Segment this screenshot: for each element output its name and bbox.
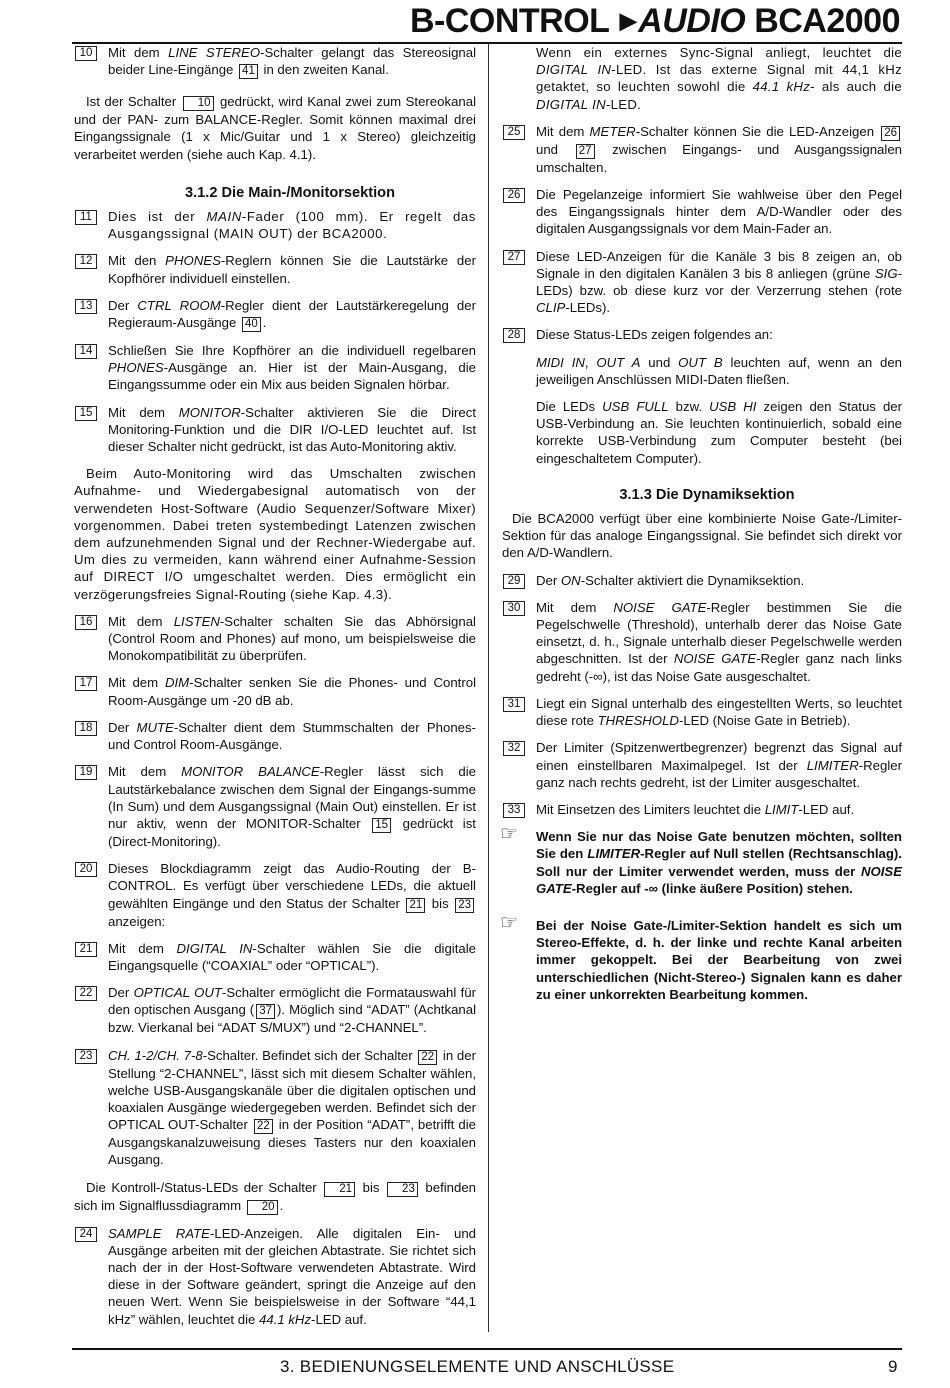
item-number: 22 — [75, 986, 97, 1001]
play-arrow-icon: ▶ — [619, 8, 637, 33]
reference-number: 21 — [406, 898, 425, 913]
item-number: 32 — [503, 741, 525, 756]
reference-number: 22 — [418, 1050, 437, 1065]
item-number: 23 — [75, 1049, 97, 1064]
paragraph: MIDI IN, OUT A und OUT B leuchten auf, wenn an den jeweiligen Anschlüssen MIDI-Daten fließen. — [536, 354, 903, 387]
reference-number: 27 — [576, 144, 595, 159]
item-number: 26 — [503, 188, 525, 203]
list-item: 14 Schließen Sie Ihre Kopfhörer an die individuell regelbaren PHONES-Ausgänge an. Hier ist der Main-Ausgang, die Eingangssumme oder ein Mix aus beiden Signalen hörbar. — [74, 342, 476, 394]
list-item: 10 Mit dem LINE STEREO-Schalter gelangt das Stereosignal beider Line-Eingänge 41 in den zweiten Kanal. — [74, 44, 476, 79]
list-item: 32 Der Limiter (Spitzenwertbegrenzer) begrenzt das Signal auf einen einstellbaren Maximalpegel. Ist der LIMITER-Regler ganz nach rechts gedreht, ist der Limiter ausgeschaltet. — [502, 739, 902, 791]
paragraph: Ist der Schalter 10 gedrückt, wird Kanal zwei zum Stereokanal und der PAN- zum BALANCE-Regler. Somit können maximal drei Eingangssignale (1 x Mic/Guitar und 1 x Stereo) gleichzeitig verarbeitet werden (siehe auch Kap. 4.1). — [74, 94, 476, 162]
item-number: 24 — [75, 1227, 97, 1242]
footer-rule — [72, 1348, 902, 1350]
reference-number: 37 — [256, 1004, 275, 1019]
paragraph: Beim Auto-Monitoring wird das Umschalten zwischen Aufnahme- und Wiedergabesignal automatisch von der verwendeten Host-Software (Audio Sequenzer/Software Mixer) vorgenommen. Dabei treten systembedingt Latenzen zwischen dem aufzunehmenden Signal und der Rechner-Wiedergabe auf. Um dies zu vermeiden, kann während einer Aufnahme-Session auf DIRECT I/O umgeschaltet werden. Dies ermöglicht ein verzögerungsfreies Signal-Routing (siehe Kap. 4.3). — [74, 466, 476, 602]
item-number: 12 — [75, 254, 97, 269]
list-item: 30 Mit dem NOISE GATE-Regler bestimmen Sie die Pegelschwelle (Threshold), unterhalb derer das Noise Gate einsetzt, d. h., Signale unterhalb dieser Pegelschwelle werden abgeschnitten. Ist der NOISE GATE-Regler ganz nach links gedreht (-∞), ist das Noise Gate ausgeschaltet. — [502, 599, 902, 685]
paragraph: Die LEDs USB FULL bzw. USB HI zeigen den Status der USB-Verbindung an. Sie leuchten kontinuierlich, sobald eine korrekte USB-Verbindung zum Computer besteht (bei eingeschaltetem Computer). — [536, 399, 903, 466]
item-number: 25 — [503, 125, 525, 140]
audio-label: AUDIO — [638, 2, 746, 40]
note: ☞ Bei der Noise Gate-/Limiter-Sektion handelt es sich um Stereo-Effekte, d. h. der linke und rechte Kanal arbeiten immer gekoppelt. Bei der Bearbeitung von zwei unterschiedlichen (Nicht-Stereo-) Signalen kann es daher zu einer unkorrekten Bearbeitung kommen. — [500, 911, 902, 1002]
list-item: 23 CH. 1-2/CH. 7-8-Schalter. Befindet sich der Schalter 22 in der Stellung “2-CHANNEL”, lässt sich mit diesem Schalter wählen, welche USB-Ausgangskanäle über die digitalen optischen und koaxialen Ausgänge wiedergegeben werden. Befindet sich der OPTICAL OUT-Schalter 22 in der Position “ADAT”, betrifft die Ausgangskanalzuweisung dieses Tasters nur den koaxialen Ausgang. — [74, 1047, 476, 1169]
item-number: 14 — [75, 344, 97, 359]
pointing-hand-icon: ☞ — [500, 823, 518, 846]
list-item: 16 Mit dem LISTEN-Schalter schalten Sie das Abhörsignal (Control Room and Phones) auf mono, um beispielsweise die Monokompatibilität zu überprüfen. — [74, 613, 476, 665]
item-number: 20 — [75, 862, 97, 877]
reference-number: 26 — [881, 126, 900, 141]
item-number: 11 — [75, 210, 97, 225]
page-number: 9 — [888, 1357, 898, 1376]
reference-number: 10 — [183, 96, 214, 111]
section-heading: 3.1.3 Die Dynamiksektion — [619, 486, 795, 503]
reference-number: 40 — [242, 317, 261, 332]
reference-number: 22 — [254, 1119, 273, 1134]
paragraph: Die Kontroll-/Status-LEDs der Schalter 21 bis 23 befinden sich im Signalflussdiagramm 20 . — [74, 1179, 477, 1213]
reference-number: 41 — [239, 64, 258, 79]
list-item: 12 Mit den PHONES-Reglern können Sie die Lautstärke der Kopfhörer individuell einstellen. — [74, 252, 476, 286]
reference-number: 15 — [372, 818, 391, 833]
list-item: 31 Liegt ein Signal unterhalb des eingestellten Werts, so leuchtet diese rote THRESHOLD-LED (Noise Gate in Betrieb). — [502, 695, 902, 729]
item-number: 29 — [503, 574, 525, 589]
list-item: 27 Diese LED-Anzeigen für die Kanäle 3 bis 8 zeigen an, ob Signale in den digitalen Kanälen 3 bis 8 anliegen (grüne SIG-LEDs) bzw. ob diese kurz vor der Verzerrung stehen (rote CLIP-LEDs). — [502, 248, 902, 317]
list-item: 13 Der CTRL ROOM-Regler dient der Lautstärkeregelung der Regieraum-Ausgänge 40 . — [74, 297, 476, 332]
paragraph: Die BCA2000 verfügt über eine kombinierte Noise Gate-/Limiter-Sektion für das analoge Eingangssignal. Sie befindet sich direkt vor den A/D-Wandlern. — [502, 511, 902, 561]
item-number: 17 — [75, 676, 97, 691]
model-name: BCA2000 — [754, 2, 900, 40]
list-item: 33 Mit Einsetzen des Limiters leuchtet die LIMIT-LED auf. — [502, 801, 902, 818]
column-divider — [488, 44, 489, 1332]
list-item: 20 Dieses Blockdiagramm zeigt das Audio-Routing der B-CONTROL. Es verfügt über verschiedene LEDs, die aktuell gewählten Eingänge und den Status der Schalter 21 bis 23 anzeigen: — [74, 860, 476, 930]
reference-number: 23 — [455, 898, 474, 913]
list-item: 24 SAMPLE RATE-LED-Anzeigen. Alle digitalen Ein- und Ausgänge arbeiten mit der gleichen Abtastrate. Sie richtet sich nach der in der Host-Software verwendeten Abtastrate. Wird diese in der Software geändert, springt die Anzeige auf den neuen Wert. Wenn Sie beispielsweise in der Software “44,1 kHz” wählen, leuchtet die 44.1 kHz-LED auf. — [74, 1225, 476, 1328]
page-header — [410, 2, 900, 40]
list-item: 21 Mit dem DIGITAL IN-Schalter wählen Sie die digitale Eingangsquelle (“COAXIAL” oder “OPTICAL”). — [74, 940, 476, 974]
list-item: 22 Der OPTICAL OUT-Schalter ermöglicht die Formatauswahl für den optischen Ausgang ( 37 ). Möglich sind “ADAT” (Achtkanal bzw. Vierkanal bei “ADAT S/MUX”) und “2-CHANNEL”. — [74, 984, 476, 1036]
reference-number: 21 — [324, 1182, 355, 1197]
item-number: 28 — [503, 328, 525, 343]
list-item: 19 Mit dem MONITOR BALANCE-Regler lässt sich die Lautstärkebalance zwischen dem Signal der Eingangs-summe (In Sum) und dem Ausgangssignal (Main Out) einstellen. Er ist nur aktiv, wenn der MONITOR-Schalter 15 gedrückt ist (Direct-Monitoring). — [74, 763, 476, 850]
item-number: 19 — [75, 765, 97, 780]
item-number: 10 — [75, 46, 97, 61]
list-item: 26 Die Pegelanzeige informiert Sie wahlweise über den Pegel des Eingangssignals hinter dem A/D-Wandler oder des digitalen Ausgangssignals vor dem Main-Fader an. — [502, 186, 902, 238]
reference-number: 20 — [247, 1200, 278, 1215]
list-item: 18 Der MUTE-Schalter dient dem Stummschalten der Phones- und Control Room-Ausgänge. — [74, 719, 476, 753]
list-item: 15 Mit dem MONITOR-Schalter aktivieren Sie die Direct Monitoring-Funktion und die DIR I/O-LED leuchtet auf. Ist dieser Schalter nicht gedrückt, ist das Auto-Monitoring aktiv. — [74, 404, 476, 456]
list-item: 29 Der ON-Schalter aktiviert die Dynamiksektion. — [502, 572, 902, 589]
item-number: 18 — [75, 721, 97, 736]
right-column — [502, 44, 902, 1023]
pointing-hand-icon: ☞ — [500, 911, 518, 934]
paragraph: Wenn ein externes Sync-Signal anliegt, leuchtet die DIGITAL IN-LED. Ist das externe Signal mit 44,1 kHz getaktet, so leuchten sowohl die 44.1 kHz- als auch die DIGITAL IN-LED. — [536, 45, 902, 112]
list-item: 11 Dies ist der MAIN-Fader (100 mm). Er regelt das Ausgangssignal (MAIN OUT) der BCA2000. — [74, 208, 476, 242]
item-number: 27 — [503, 250, 525, 265]
section-heading: 3.1.2 Die Main-/Monitorsektion — [184, 184, 396, 201]
footer-section-title: 3. BEDIENUNGSELEMENTE UND ANSCHLÜSSE — [280, 1357, 675, 1376]
left-column — [74, 44, 476, 1338]
item-number: 13 — [75, 299, 97, 314]
list-item: 25 Mit dem METER-Schalter können Sie die LED-Anzeigen 26 und 27 zwischen Eingangs- und Ausgangssignalen umschalten. — [502, 123, 902, 176]
item-number: 30 — [503, 601, 525, 616]
reference-number: 23 — [387, 1182, 418, 1197]
list-item: 28 Diese Status-LEDs zeigen folgendes an: — [502, 326, 902, 343]
item-number: 33 — [503, 803, 525, 818]
note: ☞ Wenn Sie nur das Noise Gate benutzen möchten, sollten Sie den LIMITER-Regler auf Null stellen (Rechtsanschlag). Soll nur der Limiter verwendet werden, muss der NOISE GATE-Regler auf -∞ (linke äußere Position) stehen. — [500, 823, 902, 896]
list-item: 17 Mit dem DIM-Schalter senken Sie die Phones- und Control Room-Ausgänge um -20 dB ab. — [74, 674, 476, 708]
item-number: 15 — [75, 406, 97, 421]
item-number: 21 — [75, 942, 97, 957]
item-number: 16 — [75, 615, 97, 630]
item-number: 31 — [503, 697, 525, 712]
brand-name: B-CONTROL — [409, 2, 609, 40]
